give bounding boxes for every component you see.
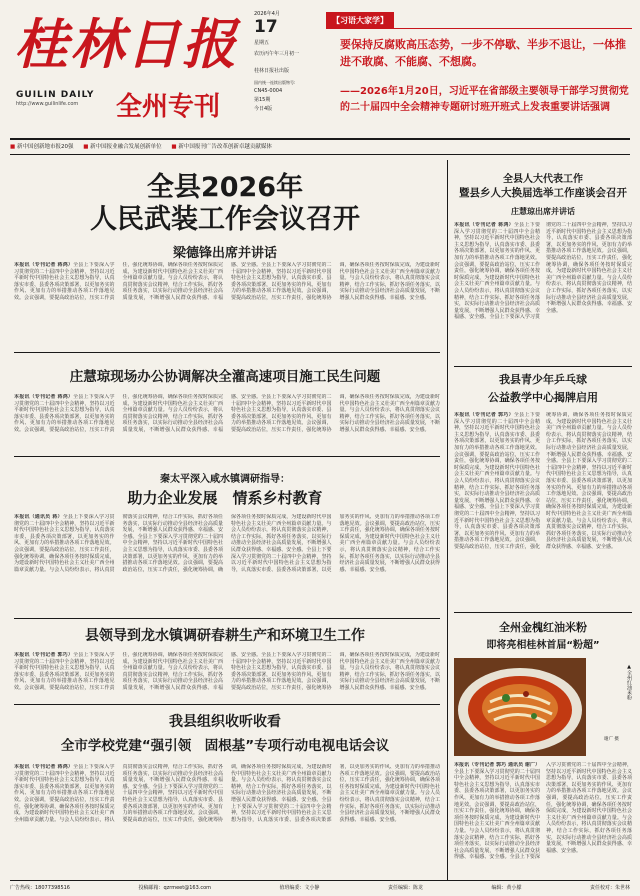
lead-title-1: 全县2026年 — [146, 172, 304, 203]
story5-body — [14, 764, 440, 876]
body-text: 全县上下要深入学习贯彻党的二十届四中全会精神，坚持以习近平新时代中国特色社会主义思想为指导，认真落实市委、县委各项决策部署，以更加务实的作风、更加有力的举措推动各项工作落地见效。会议强调，要提高政治站位，压实工作责任，强化统筹协调，确保各项任务按时保质完成，为建设新时代中国特色社会主义壮美广西全州篇章贡献力量。与会人员纷纷表示，将认真贯彻落实会议精神，结合工作实际，抓好各项任务落实，以实际行动推动全县经济社会高质量发展，不断增强人民群众获得感、幸福感、安全感。 — [122, 514, 332, 573]
story5-title-1: 我县组织收听收看 — [169, 714, 281, 730]
body-text: 全县上下要深入学习贯彻党的二十届四中全会精神，坚持以习近平新时代中国特色社会主义思想为指导，认真落实市委、县委各项决策部署，以更加务实的作风、更加有力的举措推动各项工作落地见效。会议强调，要提高政治站位，压实工作责任，强化统筹协调，确保各项任务按时保质完成，为建设新时代中国特色社会主义壮美广西全州篇章贡献力量。与会人员纷纷表示，将认真贯彻落实会议精神，结合工作实际，抓好各项任务落实，以实际行动推动全县经济社会高质量发展，不断增强人民群众获得感、幸福感、安全感。 — [14, 262, 262, 301]
story5-title-2: 全市学校党建“强引领 固根基”专项行动电视电话会议 — [60, 738, 390, 754]
lead-rule — [14, 352, 440, 353]
body-text: 全县上下要深入学习贯彻党的二十届四中全会精神，坚持以习近平新时代中国特色社会主义思想为指导，认真落实市委、县委各项决策部署，以更加务实的作风、更加有力的举措推动各项工作落地见效。会议强调，要提高政治站位，压实工作责任，强化统筹协调，确保各项任务按时保质完成，为建设新时代中国特色社会主义壮美广西全州篇章贡献力量。与会人员纷纷表示，将认真贯彻落实会议精神，结合工作实际，抓好各项任务落实，以实际行动推动全县经济社会高质量发展，不断增强人民群众获得感、幸福感、安全感。 — [231, 394, 440, 433]
ticker-icon: ■ — [171, 144, 177, 150]
footer-editor: 值班编委：文小静 — [279, 885, 320, 891]
right1-body — [454, 222, 632, 362]
right1-subtitle: 庄慧琼出席并讲话 — [511, 206, 575, 216]
body-text: 全县上下要深入学习贯彻党的二十届四中全会精神，坚持以习近平新时代中国特色社会主义思想为指导，认真落实市委、县委各项决策部署，以更加务实的作风、更加有力的举措推动各项工作落地见效。会议强调，要提高政治站位，压实工作责任，强化统筹协调，确保各项任务按时保质完成，为建设新时代中国特色社会主义壮美广西全州篇章贡献力量。与会人员纷纷表示，将认真贯彻落实会议精神，结合工作实际，抓好各项任务落实，以实际行动推动全县经济社会高质量发展，不断增强人民群众获得感、幸福感、安全感。 — [454, 768, 540, 861]
cn-number: CN45-0004 — [254, 88, 283, 94]
right1-kicker: 全县人大代表工作 — [503, 174, 583, 185]
quote-label: 【习语大家学】 — [326, 12, 394, 29]
right2-byline: 本报讯（专刊记者 郭巧） — [454, 412, 514, 418]
story3-kicker: 秦太平深入咸水镇调研指导： — [160, 474, 290, 485]
story3-title: 助力企业发展 情系乡村教育 — [127, 489, 323, 507]
body-text: 全县上下要深入学习贯彻党的二十届四中全会精神，坚持以习近平新时代中国特色社会主义思想为指导，认真落实市委、县委各项决策部署，以更加务实的作风、更加有力的举措推动各项工作落地见效。会议强调，要提高政治站位，压实工作责任，强化统筹协调，确保各项任务按时保质完成，为建设新时代中国特色社会主义壮美广西全州篇章贡献力量。与会人员纷纷表示，将认真贯彻落实会议精神，结合工作实际，抓好各项任务落实，以实际行动推动全县经济社会高质量发展，不断增强人民群众获得感、幸福感、安全感。 — [231, 262, 440, 301]
body-text: 全县上下要深入学习贯彻党的二十届四中全会精神，坚持以习近平新时代中国特色社会主义思想为指导，认真落实市委、县委各项决策部署，以更加务实的作风、更加有力的举措推动各项工作落地见效。会议强调，要提高政治站位，压实工作责任，强化统筹协调，确保各项任务按时保质完成，为建设新时代中国特色社会主义壮美广西全州篇章贡献力量。与会人员纷纷表示，将认真贯彻落实会议精神，结合工作实际，抓好各项任务落实，以实际行动推动全县经济社会高质量发展，不断增强人民群众获得感、幸福感、安全感。 — [546, 458, 632, 550]
noodle-photo — [454, 658, 586, 756]
body-text: 全县上下要深入学习贯彻党的二十届四中全会精神，坚持以习近平新时代中国特色社会主义思想为指导，认真落实市委、县委各项决策部署，以更加务实的作风、更加有力的举措推动各项工作落地见效。会议强调，要提高政治站位，压实工作责任，强化统筹协调，确保各项任务按时保质完成，为建设新时代中国特色社会主义壮美广西全州篇章贡献力量。与会人员纷纷表示，将认真贯彻落实会议精神，结合工作实际，抓好各项任务落实，以实际行动推动全县经济社会高质量发展，不断增强人民群众获得感、幸福感、安全感。 — [231, 652, 440, 691]
footer-layout: 编辑：黄小朦 — [491, 885, 522, 891]
date-day: 17 — [254, 17, 278, 37]
caption-marker-icon: ▲ — [626, 664, 632, 670]
lunar-date: 农历丙午年三月初一 — [254, 51, 300, 57]
story5-byline: 本报讯（专刊记者 蒋鸿） — [14, 764, 74, 770]
right2-rule — [454, 612, 632, 613]
ticker-icon: ■ — [83, 144, 89, 150]
story4-body — [14, 652, 440, 702]
quote-line2: ——2026年1月20日，习近平在省部级主要领导干部学习贯彻党的二十届四中全会精神专题研讨班开班式上发表重要讲话强调 — [340, 86, 629, 113]
ticker-item: 新中国创新地市报20强 — [16, 144, 74, 150]
cn-label: 国内统一连续出版物号: — [254, 80, 296, 85]
date-line: 2026年4月 — [254, 11, 280, 17]
story2-body — [14, 394, 440, 450]
ticker-rule — [10, 154, 630, 155]
right3-byline: 本报讯（专刊记者 郭巧 通讯员 谢广） — [454, 762, 540, 768]
story3-rule — [14, 618, 440, 619]
lead-byline: 本报讯（专刊记者 蒋鸿） — [14, 262, 74, 268]
body-text: 全县上下要深入学习贯彻党的二十届四中全会精神，坚持以习近平新时代中国特色社会主义思想为指导，认真落实市委、县委各项决策部署，以更加务实的作风、更加有力的举措推动各项工作落地见效。会议强调，要提高政治站位，压实工作责任，强化统筹协调，确保各项任务按时保质完成，为建设新时代中国特色社会主义壮美广西全州篇章贡献力量。与会人员纷纷表示，将认真贯彻落实会议精神，结合工作实际，抓好各项任务落实，以实际行动推动全县经济社会高质量发展，不断增强人民群众获得感、幸福感、安全感。 — [231, 764, 440, 823]
ticker-item: 新中国报业融合发展创新单位 — [90, 144, 162, 150]
ticker-item: 新中国报刊广告改革创新卓越贡献媒体 — [178, 144, 272, 150]
masthead-title-en: GUILIN DAILY — [16, 90, 95, 100]
body-text: 全县上下要深入学习贯彻党的二十届四中全会精神，坚持以习近平新时代中国特色社会主义思想为指导，认真落实市委、县委各项决策部署，以更加务实的作风、更加有力的举措推动各项工作落地见效。会议强调，要提高政治站位，压实工作责任，强化统筹协调，确保各项任务按时保质完成，为建设新时代中国特色社会主义壮美广西全州篇章贡献力量。与会人员纷纷表示，将认真贯彻落实会议精神，结合工作实际，抓好各项任务落实，以实际行动推动全县经济社会高质量发展，不断增强人民群众获得感、幸福感、安全感。 — [454, 412, 632, 550]
story4-title: 县领导到龙水镇调研春耕生产和环境卫生工作 — [85, 628, 365, 644]
right3-title-1: 全州金槐红油米粉 — [499, 621, 587, 634]
body-text: 全县上下要深入学习贯彻党的二十届四中全会精神，坚持以习近平新时代中国特色社会主义思想为指导，认真落实市委、县委各项决策部署，以更加务实的作风、更加有力的举措推动各项工作落地见效。会议强调，要提高政治站位，压实工作责任，强化统筹协调，确保各项任务按时保质完成，为建设新时代中国特色社会主义壮美广西全州篇章贡献力量。与会人员纷纷表示，将认真贯彻落实会议精神，结合工作实际，抓好各项任务落实，以实际行动推动全县经济社会高质量发展，不断增强人民群众获得感、幸福感、安全感。 — [509, 762, 632, 861]
quote-line1: 要保持反腐败高压态势，一步不停歇、半步不退让，一体推进不敢腐、不能腐、不想腐。 — [340, 38, 626, 68]
caption-text: 全州红油米粉 — [626, 670, 632, 700]
right1-rule — [454, 366, 632, 367]
ticker-icon: ■ — [10, 144, 16, 150]
story2-title: 庄慧琼现场办公协调解决全灌高速项目施工民生问题 — [69, 369, 381, 385]
body-text: 全县上下要深入学习贯彻党的二十届四中全会精神，坚持以习近平新时代中国特色社会主义思想为指导，认真落实市委、县委各项决策部署，以更加务实的作风、更加有力的举措推动各项工作落地见效。会议强调，要提高政治站位，压实工作责任，强化统筹协调，确保各项任务按时保质完成，为建设新时代中国特色社会主义壮美广西全州篇章贡献力量。与会人员纷纷表示，将认真贯彻落实会议精神，结合工作实际，抓好各项任务落实，以实际行动推动全县经济社会高质量发展，不断增强人民群众获得感、幸福感、安全感。 — [14, 394, 262, 433]
right2-title-1: 我县青少年乒乓球 — [499, 373, 587, 386]
story4-byline: 本报讯（专刊记者 郭巧） — [14, 652, 74, 658]
footer-check: 责任校对：朱世林 — [589, 885, 630, 891]
right3-title-2: 即将亮相桂林首届“粉超” — [486, 640, 600, 651]
publisher: 桂林日报社出版 — [254, 68, 290, 74]
story2-rule — [14, 456, 440, 457]
body-text: 全县上下要深入学习贯彻党的二十届四中全会精神，坚持以习近平新时代中国特色社会主义思想为指导，认真落实市委、县委各项决策部署，以更加务实的作风、更加有力的举措推动各项工作落地见效。会议强调，要提高政治站位，压实工作责任，强化统筹协调，确保各项任务按时保质完成，为建设新时代中国特色社会主义壮美广西全州篇章贡献力量。与会人员纷纷表示，将认真贯彻落实会议精神，结合工作实际，抓好各项任务落实，以实际行动推动全县经济社会高质量发展，不断增强人民群众获得感、幸福感、安全感。 — [231, 514, 440, 573]
lead-title-2: 人民武装工作会议召开 — [90, 204, 360, 235]
noodle-bowl-image — [454, 658, 586, 756]
body-text: 全县上下要深入学习贯彻党的二十届四中全会精神，坚持以习近平新时代中国特色社会主义思想为指导，认真落实市委、县委各项决策部署，以更加务实的作风、更加有力的举措推动各项工作落地见效。会议强调，要提高政治站位，压实工作责任，强化统筹协调，确保各项任务按时保质完成，为建设新时代中国特色社会主义壮美广西全州篇章贡献力量。与会人员纷纷表示，将认真贯彻落实会议精神，结合工作实际，抓好各项任务落实，以实际行动推动全县经济社会高质量发展，不断增强人民群众获得感、幸福感、安全感。 — [489, 222, 632, 321]
body-text: 全县上下要深入学习贯彻党的二十届四中全会精神，坚持以习近平新时代中国特色社会主义思想为指导，认真落实市委、县委各项决策部署，以更加务实的作风、更加有力的举措推动各项工作落地见效。会议强调，要提高政治站位，压实工作责任，强化统筹协调，确保各项任务按时保质完成，为建设新时代中国特色社会主义壮美广西全州篇章贡献力量。与会人员纷纷表示，将认真贯彻落实会议精神，结合工作实际，抓好各项任务落实，以实际行动推动全县经济社会高质量发展，不断增强人民群众获得感、幸福感、安全感。 — [122, 764, 332, 823]
story4-rule — [14, 704, 440, 705]
body-text: 全县上下要深入学习贯彻党的二十届四中全会精神，坚持以习近平新时代中国特色社会主义思想为指导，认真落实市委、县委各项决策部署，以更加务实的作风、更加有力的举措推动各项工作落地见效。会议强调，要提高政治站位，压实工作责任，强化统筹协调，确保各项任务按时保质完成，为建设新时代中国特色社会主义壮美广西全州篇章贡献力量。与会人员纷纷表示，将认真贯彻落实会议精神，结合工作实际，抓好各项任务落实，以实际行动推动全县经济社会高质量发展，不断增强人民群众获得感、幸福感、安全感。 — [14, 514, 223, 573]
body-text: 全县上下要深入学习贯彻党的二十届四中全会精神，坚持以习近平新时代中国特色社会主义思想为指导，认真落实市委、县委各项决策部署，以更加务实的作风、更加有力的举措推动各项工作落地见效。会议强调，要提高政治站位，压实工作责任，强化统筹协调，确保各项任务按时保质完成，为建设新时代中国特色社会主义壮美广西全州篇章贡献力量。与会人员纷纷表示，将认真贯彻落实会议精神，结合工作实际，抓好各项任务落实，以实际行动推动全县经济社会高质量发展，不断增强人民群众获得感、幸福感、安全感。 — [14, 764, 223, 823]
masthead-rule — [10, 138, 630, 140]
right2-title-2: 公益教学中心揭牌启用 — [488, 391, 598, 404]
footer-ad-phone: 广告热线：18077398516 — [10, 885, 70, 891]
issue-number: 第15期 — [254, 97, 271, 103]
right2-body — [454, 412, 632, 608]
date-block — [254, 10, 314, 126]
body-text: 全县上下要深入学习贯彻党的二十届四中全会精神，坚持以习近平新时代中国特色社会主义思想为指导，认真落实市委、县委各项决策部署，以更加务实的作风、更加有力的举措推动各项工作落地见效。会议强调，要提高政治站位，压实工作责任，强化统筹协调，确保各项任务按时保质完成，为建设新时代中国特色社会主义壮美广西全州篇章贡献力量。与会人员纷纷表示，将认真贯彻落实会议精神，结合工作实际，抓好各项任务落实，以实际行动推动全县经济社会高质量发展，不断增强人民群众获得感、幸福感、安全感。 — [14, 652, 262, 691]
body-text: 全县上下要深入学习贯彻党的二十届四中全会精神，坚持以习近平新时代中国特色社会主义思想为指导，认真落实市委、县委各项决策部署，以更加务实的作风、更加有力的举措推动各项工作落地见效。会议强调，要提高政治站位，压实工作责任，强化统筹协调，确保各项任务按时保质完成，为建设新时代中国特色社会主义壮美广西全州篇章贡献力量。与会人员纷纷表示，将认真贯彻落实会议精神，结合工作实际，抓好各项任务落实，以实际行动推动全县经济社会高质量发展，不断增强人民群众获得感、幸福感、安全感。 — [454, 222, 540, 321]
story3-byline: 本报讯（通讯员 蒋） — [14, 514, 63, 520]
footer-duty: 责任编辑：陈龙 — [387, 885, 423, 891]
story2-byline: 本报讯（专刊记者 蒋鸿） — [14, 394, 74, 400]
footer — [10, 882, 630, 894]
body-text: 全县上下要深入学习贯彻党的二十届四中全会精神，坚持以习近平新时代中国特色社会主义思想为指导，认真落实市委、县委各项决策部署，以更加务实的作风、更加有力的举措推动各项工作落地见效。会议强调，要提高政治站位，压实工作责任，强化统筹协调，确保各项任务按时保质完成，为建设新时代中国特色社会主义壮美广西全州篇章贡献力量。与会人员纷纷表示，将认真贯彻落实会议精神，结合工作实际，抓好各项任务落实，以实际行动推动全县经济社会高质量发展，不断增强人民群众获得感、幸福感、安全感。 — [454, 412, 540, 511]
weekday: 星期五 — [254, 40, 270, 46]
lead-body — [14, 262, 440, 344]
footer-rule — [10, 880, 630, 881]
right3-body — [454, 762, 632, 876]
lead-subtitle: 梁德锋出席并讲话 — [172, 246, 277, 261]
right1-byline: 本报讯（专刊记者 蒋鸿） — [454, 222, 514, 228]
right1-title: 暨县乡人大换届选举工作座谈会召开 — [459, 187, 627, 199]
masthead-site: http://www.guilinlife.com — [16, 101, 79, 107]
masthead-title: 桂林日报 — [14, 12, 238, 76]
quote-rule — [326, 28, 632, 29]
ticker — [10, 141, 630, 153]
story3-body — [14, 514, 440, 612]
page-count: 今日4版 — [254, 106, 273, 112]
column-divider — [447, 160, 448, 880]
masthead — [0, 0, 640, 150]
edition-label: 全州专刊 — [116, 92, 221, 122]
photo-credit: 谢广 摄 — [604, 737, 619, 742]
quote-box — [326, 12, 632, 136]
photo-caption — [590, 664, 632, 744]
footer-email: 投稿邮箱：qzrmeet@163.com — [138, 885, 212, 891]
